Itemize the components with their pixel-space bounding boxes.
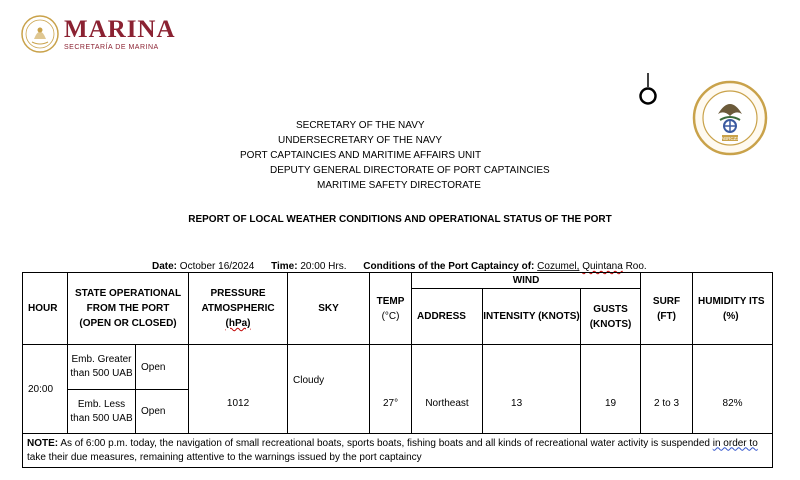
cell-vessel-1-type: Emb. Greater than 500 UAB — [68, 345, 136, 390]
brand-name: MARINA — [64, 16, 176, 43]
cell-humidity: 82% — [693, 345, 773, 434]
cell-address: Northeast — [412, 345, 483, 434]
brand-subtitle: SECRETARÍA DE MARINA — [64, 44, 159, 51]
header-pressure-unit: (hPa) — [225, 318, 251, 329]
cell-surf: 2 to 3 — [641, 345, 693, 434]
cell-vessel-2-type: Emb. Less than 500 UAB — [68, 390, 136, 434]
report-table — [22, 272, 773, 468]
header-address: ADDRESS — [412, 289, 483, 345]
note-text-before: As of 6:00 p.m. today, the navigation of small recreational boats, sports boats, fishing boats and all kinds of recreational water activity is suspended — [58, 437, 713, 449]
eagle-seal-icon — [20, 14, 60, 54]
header-line-1: SECRETARY OF THE NAVY — [296, 120, 425, 131]
header-sky: SKY — [288, 273, 370, 345]
time-value: 20:00 Hrs. — [300, 261, 347, 272]
note-label: NOTE: — [27, 437, 59, 449]
header-surf — [641, 273, 693, 345]
captaincy-label: Conditions of the Port Captaincy of: — [363, 261, 535, 272]
header-line-5: MARITIME SAFETY DIRECTORATE — [317, 180, 481, 191]
note-text-after: take their due measures, remaining attentive to the warnings issued by the port captaincy — [27, 451, 422, 463]
header-intensity: INTENSITY (KNOTS) — [483, 289, 581, 345]
marina-logo — [20, 14, 176, 54]
cell-vessel-1-status: Open — [136, 345, 189, 390]
note-cell — [23, 434, 773, 468]
date-value: October 16/2024 — [179, 261, 255, 272]
header-surf-main: SURF — [652, 295, 681, 307]
header-hour: HOUR — [23, 273, 68, 345]
time-label: Time: — [271, 261, 298, 272]
cell-temp: 27° — [370, 345, 412, 434]
header-surf-unit: (FT) — [657, 310, 676, 322]
header-temp-unit: (°C) — [381, 310, 400, 322]
cell-pressure: 1012 — [189, 345, 288, 434]
ring-pin-icon — [637, 73, 659, 107]
seal-label: ABRCZ3 — [721, 136, 739, 141]
header-gusts: GUSTS (KNOTS) — [581, 289, 641, 345]
cell-hour: 20:00 — [23, 345, 68, 434]
date-label: Date: — [152, 261, 178, 272]
cell-sky: Cloudy — [288, 345, 370, 434]
cell-vessel-2-status: Open — [136, 390, 189, 434]
header-humidity — [693, 273, 773, 345]
header-pressure — [189, 273, 288, 345]
header-humidity-unit: (%) — [723, 310, 739, 322]
header-temp — [370, 273, 412, 345]
captaincy-state: Quintana — [582, 261, 623, 272]
header-temp-main: TEMP — [376, 295, 405, 307]
report-title: REPORT OF LOCAL WEATHER CONDITIONS AND OPERATIONAL STATUS OF THE PORT — [188, 214, 612, 225]
header-humidity-main: HUMIDITY ITS — [698, 295, 765, 307]
note-text-wavy: in order to — [712, 437, 758, 449]
header-wind: WIND — [412, 273, 641, 289]
header-line-4: DEPUTY GENERAL DIRECTORATE OF PORT CAPTAINCIES — [270, 165, 550, 176]
cell-gusts: 19 — [581, 345, 641, 434]
header-pressure-main: PRESSURE ATMOSPHERIC — [201, 288, 275, 314]
captaincy-suffix: Roo. — [625, 261, 647, 272]
captaincy-seal-icon — [692, 80, 768, 156]
captaincy-city: Cozumel, — [537, 261, 580, 272]
header-line-2: UNDERSECRETARY OF THE NAVY — [278, 135, 443, 146]
header-line-3: PORT CAPTAINCIES AND MARITIME AFFAIRS UNIT — [240, 150, 482, 161]
header-state: STATE OPERATIONAL FROM THE PORT (OPEN OR CLOSED) — [68, 273, 189, 345]
table-row — [23, 345, 773, 390]
date-line — [152, 261, 647, 272]
cell-intensity: 13 — [483, 345, 581, 434]
